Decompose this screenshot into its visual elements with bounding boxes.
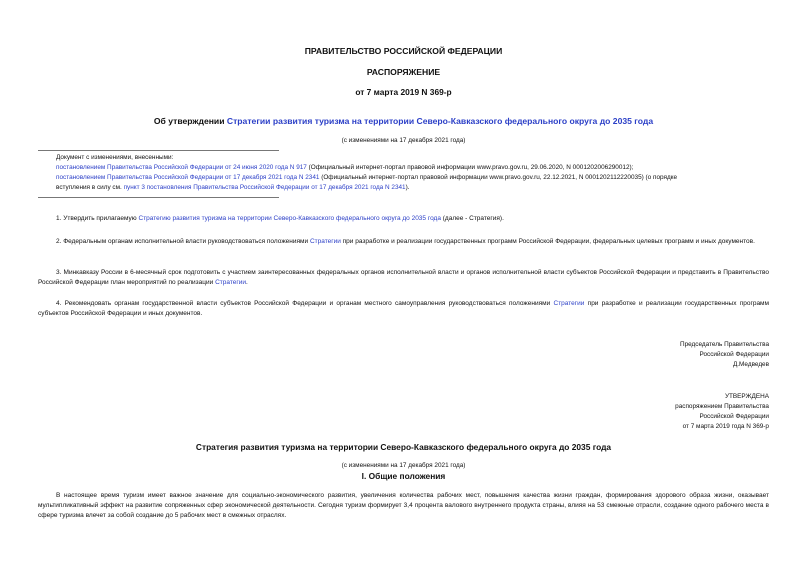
p4-strategy-link[interactable]: Стратегии [553, 300, 585, 307]
doc-type-heading: РАСПОРЯЖЕНИЕ [366, 67, 441, 77]
p3-strategy-link[interactable]: Стратегии [215, 279, 246, 286]
p2-strategy-link[interactable]: Стратегии [309, 238, 341, 245]
signature-country: Российской Федерации [699, 351, 769, 358]
signature-name: Д.Медведев [732, 361, 769, 368]
amendment-2-point-link[interactable]: пункт 3 постановления Правительства Российской Федерации от 17 декабря 2021 года N 2341 [123, 184, 406, 191]
p4-text-end: при разработке и реализации государственных программ субъектов Российской Федерации и иных документов. [38, 300, 769, 317]
strategy-intro [38, 491, 769, 521]
divider-bottom [38, 197, 279, 198]
strategy-intro-text: В настоящее время туризм имеет важное значение для социально-экономического развития, увеличения количества рабочих мест, повышения качества жизни граждан, формирования здорового образа жизни, оказывает мультипликативный эффект на развитие сопряженных сфер экономической деятельности. Сегодня туризм формирует 3,4 процента валового внутреннего продукта страны, влияя на 53 смежные отрасли, создание одного рабочего места в сфере туризма влечет за собой создание до 5 рабочих мест в смежных отраслях. [38, 492, 769, 519]
p2-text-end: при разработке и реализации государственных программ Российской Федерации, федеральных целевых программ и иных документов. [340, 238, 755, 245]
paragraph-1 [38, 214, 769, 224]
paragraph-4 [38, 299, 769, 319]
p3-text: 3. Минкавказу России в 6-месячный срок подготовить с участием заинтересованных федеральных органов исполнительной власти и органов исполнительной власти субъектов Российской Федерации и представить в Правительство Российской Федерации план мероприятий по реализации [38, 269, 769, 286]
amendment-2-cont-text: вступления в силу см. [56, 184, 124, 191]
approved-by: распоряжением Правительства [675, 403, 769, 410]
divider-top [38, 150, 279, 151]
amendment-2-link[interactable]: постановлением Правительства Российской Федерации от 17 декабря 2021 года N 2341 [56, 174, 320, 181]
government-heading: ПРАВИТЕЛЬСТВО РОССИЙСКОЙ ФЕДЕРАЦИИ [304, 46, 503, 56]
p1-strategy-link[interactable]: Стратегию развития туризма на территории Северо-Кавказского федерального округа до 2035 года [138, 215, 441, 222]
signature-position: Председатель Правительства [680, 341, 769, 348]
p1-text-end: (далее - Стратегия). [440, 215, 504, 222]
title-prefix: Об утверждении [153, 116, 227, 126]
amendment-item-2 [56, 173, 677, 182]
p2-text: 2. Федеральным органам исполнительной власти руководствоваться положениями [56, 238, 310, 245]
approved-country: Российской Федерации [699, 413, 769, 420]
amendment-item-2-cont [56, 183, 410, 192]
p3-text-end: . [245, 279, 248, 286]
strategy-title: Стратегия развития туризма на территории Северо-Кавказского федерального округа до 2035 года [195, 442, 612, 452]
amendment-2-text: (Официальный интернет-портал правовой информации www.pravo.gov.ru, 22.12.2021, N 0001202112220035) (о порядке [319, 174, 678, 181]
amendment-2-cont-end: ). [405, 184, 410, 191]
paragraph-2 [38, 237, 769, 247]
p4-text: 4. Рекомендовать органам государственной власти субъектов Российской Федерации и органам местного самоуправления руководствоваться положениями [56, 300, 554, 307]
approved-label: УТВЕРЖДЕНА [724, 393, 769, 400]
approved-date: от 7 марта 2019 года N 369-р [682, 423, 769, 430]
section-heading: I. Общие положения [361, 471, 446, 481]
p1-text: 1. Утвердить прилагаемую [56, 215, 139, 222]
strategy-revision: (с изменениями на 17 декабря 2021 года) [341, 462, 466, 469]
amendment-1-text: (Официальный интернет-портал правовой информации www.pravo.gov.ru, 29.06.2020, N 0001202006290012); [306, 164, 634, 171]
paragraph-3 [38, 268, 769, 288]
amendment-1-link[interactable]: постановлением Правительства Российской Федерации от 24 июня 2020 года N 917 [56, 164, 307, 171]
title-strategy-link[interactable]: Стратегии развития туризма на территории Северо-Кавказского федерального округа до 2035 года [226, 116, 654, 126]
page-title [0, 116, 807, 126]
amendment-item-1 [56, 163, 633, 172]
doc-date-number: от 7 марта 2019 N 369-р [355, 87, 452, 97]
amendments-heading: Документ с изменениями, внесенными: [56, 154, 174, 161]
revision-note: (с изменениями на 17 декабря 2021 года) [341, 137, 466, 144]
